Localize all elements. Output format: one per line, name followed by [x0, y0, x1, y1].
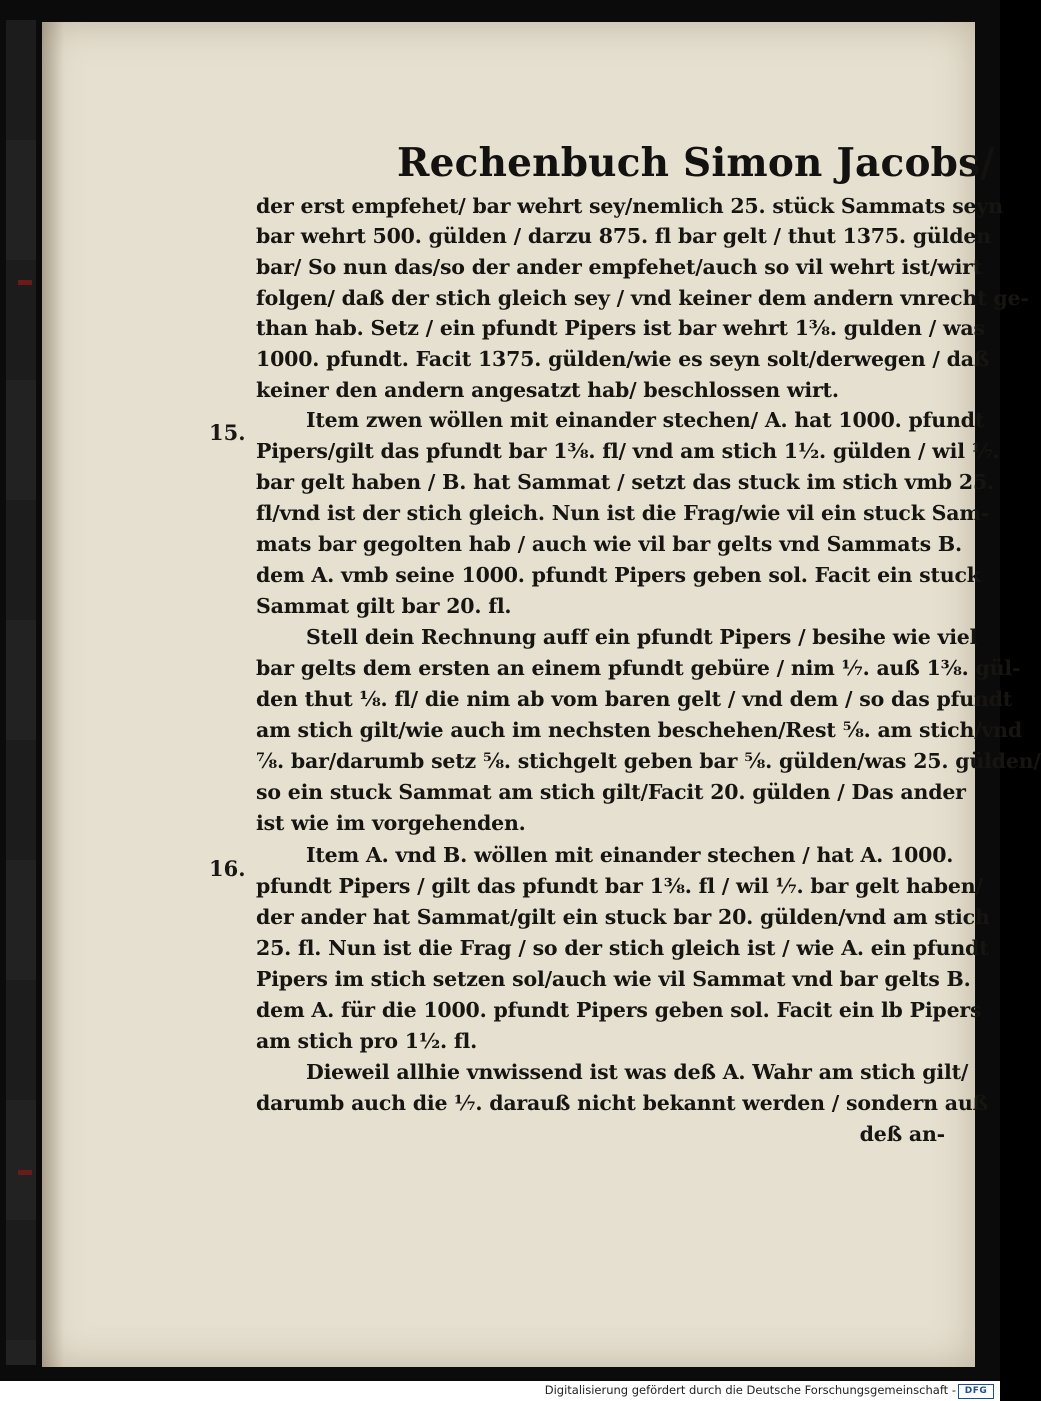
- strip-marker: [18, 1170, 32, 1175]
- text-line: fl/vnd ist der stich gleich. Nun ist die Frag/wie vil ein stuck Sam-: [256, 501, 990, 525]
- catchword: deß an-: [859, 1122, 945, 1146]
- text-line: am stich pro 1½. fl.: [256, 1029, 478, 1053]
- text-line: folgen/ daß der stich gleich sey / vnd keiner dem andern vnrecht ge-: [256, 286, 1029, 310]
- text-line: der ander hat Sammat/gilt ein stuck bar 20. gülden/vnd am stich: [256, 905, 990, 929]
- text-line: bar gelts dem ersten an einem pfundt gebüre / nim ⅐. auß 1⅜. gül-: [256, 656, 1021, 680]
- text-line: Item A. vnd B. wöllen mit einander stechen / hat A. 1000.: [306, 843, 954, 867]
- text-line: ist wie im vorgehenden.: [256, 811, 526, 835]
- funding-credit: Digitalisierung gefördert durch die Deutsche Forschungsgemeinschaft -: [544, 1383, 956, 1397]
- text-line: dem A. vmb seine 1000. pfundt Pipers geben sol. Facit ein stuck: [256, 563, 981, 587]
- text-line: mats bar gegolten hab / auch wie vil bar gelts vnd Sammats B.: [256, 532, 962, 556]
- marginal-number: 15.: [209, 420, 246, 445]
- text-line: ⅞. bar/darumb setz ⅝. stichgelt geben bar ⅝. gülden/was 25. gülden/: [256, 749, 1041, 773]
- text-line: den thut ⅛. fl/ die nim ab vom baren gelt / vnd dem / so das pfundt: [256, 687, 1013, 711]
- book-page: [42, 22, 1041, 1367]
- text-line: Dieweil allhie vnwissend ist was deß A. Wahr am stich gilt/: [306, 1060, 969, 1084]
- page-text: [42, 22, 1041, 1367]
- marginal-number: 16.: [209, 856, 246, 881]
- dfg-logo-icon: DFG: [958, 1384, 994, 1399]
- text-line: so ein stuck Sammat am stich gilt/Facit 20. gülden / Das ander: [256, 780, 966, 804]
- text-line: Item zwen wöllen mit einander stechen/ A. hat 1000. pfundt: [306, 408, 985, 432]
- running-head: Rechenbuch Simon Jacobs/: [397, 140, 995, 186]
- text-line: Sammat gilt bar 20. fl.: [256, 594, 512, 618]
- text-line: bar/ So nun das/so der ander empfehet/auch so vil wehrt ist/wirt: [256, 255, 983, 279]
- text-line: darumb auch die ⅐. darauß nicht bekannt werden / sondern auß: [256, 1091, 988, 1115]
- text-line: Stell dein Rechnung auff ein pfundt Pipers / besihe wie viel: [306, 625, 978, 649]
- text-line: dem A. für die 1000. pfundt Pipers geben sol. Facit ein lb Pipers: [256, 998, 982, 1022]
- text-line: pfundt Pipers / gilt das pfundt bar 1⅜. fl / wil ⅐. bar gelt haben/: [256, 874, 983, 898]
- strip-marker: [18, 280, 32, 285]
- text-line: der erst empfehet/ bar wehrt sey/nemlich 25. stück Sammats seyn: [256, 194, 1003, 218]
- page-gutter-shadow: [42, 22, 64, 1367]
- text-line: 25. fl. Nun ist die Frag / so der stich gleich ist / wie A. ein pfundt: [256, 936, 989, 960]
- text-line: bar wehrt 500. gülden / darzu 875. fl bar gelt / thut 1375. gülden: [256, 224, 991, 248]
- footer-bar: [0, 1381, 1000, 1401]
- text-line: than hab. Setz / ein pfundt Pipers ist bar wehrt 1⅜. gulden / was: [256, 316, 985, 340]
- text-line: keiner den andern angesatzt hab/ beschlossen wirt.: [256, 378, 839, 402]
- text-line: 1000. pfundt. Facit 1375. gülden/wie es seyn solt/derwegen / daß: [256, 347, 990, 371]
- text-line: Pipers im stich setzen sol/auch wie vil Sammat vnd bar gelts B.: [256, 967, 971, 991]
- scan-color-strip: [6, 20, 36, 1365]
- text-line: am stich gilt/wie auch im nechsten beschehen/Rest ⅝. am stich/vnd: [256, 718, 1023, 742]
- text-line: bar gelt haben / B. hat Sammat / setzt das stuck im stich vmb 25.: [256, 470, 994, 494]
- text-line: Pipers/gilt das pfundt bar 1⅜. fl/ vnd am stich 1½. gülden / wil ⅐.: [256, 439, 1000, 463]
